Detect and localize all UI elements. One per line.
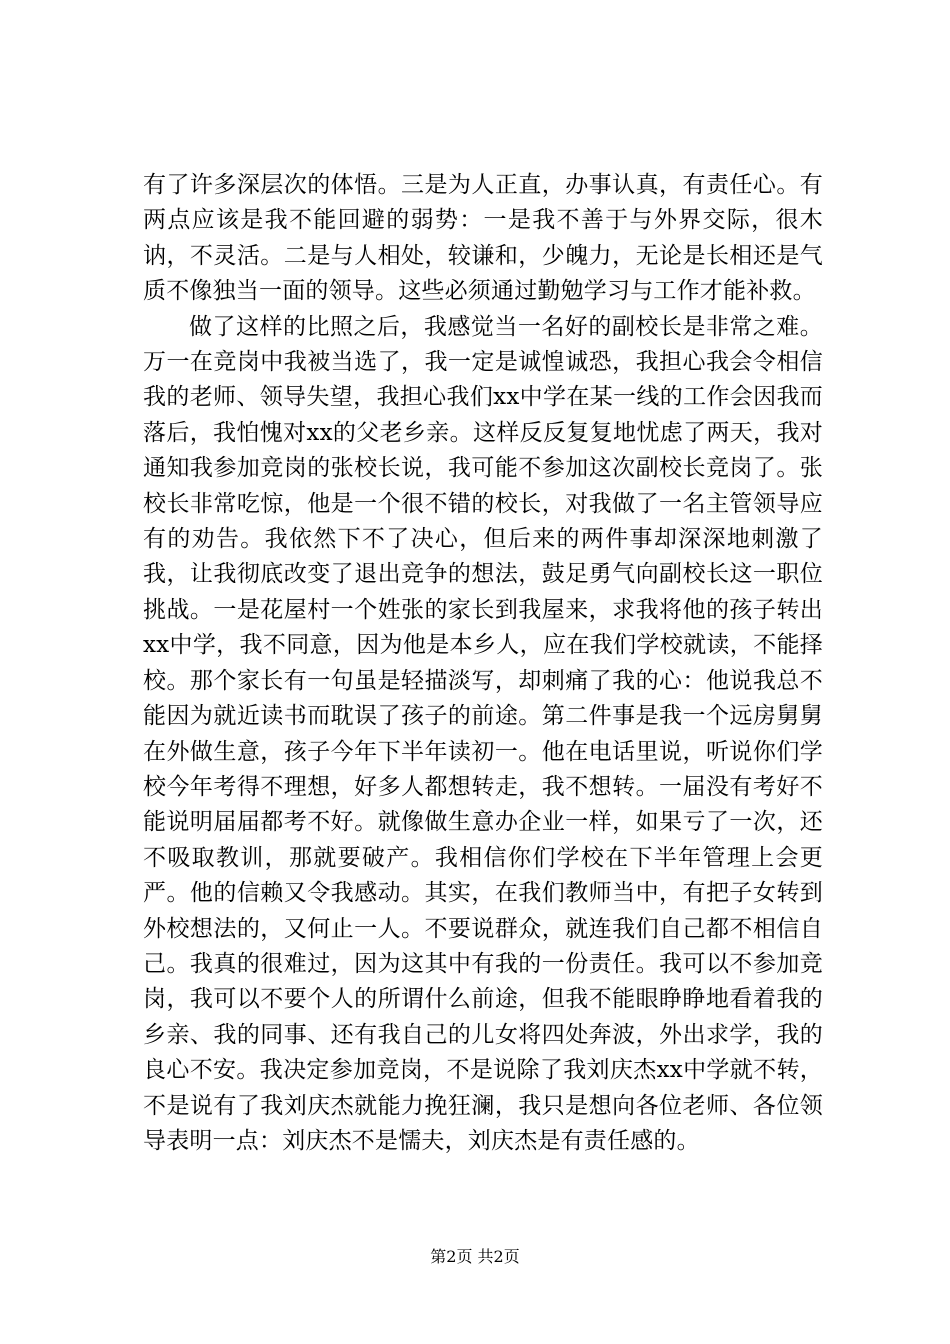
- paragraph-main: 做了这样的比照之后，我感觉当一名好的副校长是非常之难。万一在竞岗中我被当选了，我一定是诚惶诚恐，我担心我会令相信我的老师、领导失望，我担心我们xx中学在某一线的工作会因我而落后，我怕愧对xx的父老乡亲。这样反反复复地忧虑了两天，我对通知我参加竞岗的张校长说，我可能不参加这次副校长竞岗了。张校长非常吃惊，他是一个很不错的校长，对我做了一名主管领导应有的劝告。我依然下不了决心，但后来的两件事却深深地刺激了我，让我彻底改变了退出竞争的想法，鼓足勇气向副校长这一职位挑战。一是花屋村一个姓张的家长到我屋来，求我将他的孩子转出xx中学，我不同意，因为他是本乡人，应在我们学校就读，不能择校。那个家长有一句虽是轻描淡写，却刺痛了我的心：他说我总不能因为就近读书而耽误了孩子的前途。第二件事是我一个远房舅舅在外做生意，孩子今年下半年读初一。他在电话里说，听说你们学校今年考得不理想，好多人都想转走，我不想转。一届没有考好不能说明届届都考不好。就像做生意办企业一样，如果亏了一次，还不吸取教训，那就要破产。我相信你们学校在下半年管理上会更严。他的信赖又令我感动。其实，在我们教师当中，有把子女转到外校想法的，又何止一人。不要说群众，就连我们自己都不相信自己。我真的很难过，因为这其中有我的一份责任。我可以不参加竞岗，我可以不要个人的所谓什么前途，但我不能眼睁睁地看着我的乡亲、我的同事、还有我自己的儿女将四处奔波，外出求学，我的良心不安。我决定参加竞岗，不是说除了我刘庆杰xx中学就不转，不是说有了我刘庆杰就能力挽狂澜，我只是想向各位老师、各位领导表明一点：刘庆杰不是懦夫，刘庆杰是有责任感的。: [143, 313, 823, 1154]
- paragraph-continued: 有了许多深层次的体悟。三是为人正直，办事认真，有责任心。有两点应该是我不能回避的弱势：一是我不善于与外界交际，很木讷，不灵活。二是与人相处，较谦和，少魄力，无论是长相还是气质不像独当一面的领导。这些必须通过勤勉学习与工作才能补救。: [143, 172, 823, 305]
- page-number-footer: 第2页 共2页: [430, 1247, 520, 1266]
- document-body: [143, 168, 823, 1159]
